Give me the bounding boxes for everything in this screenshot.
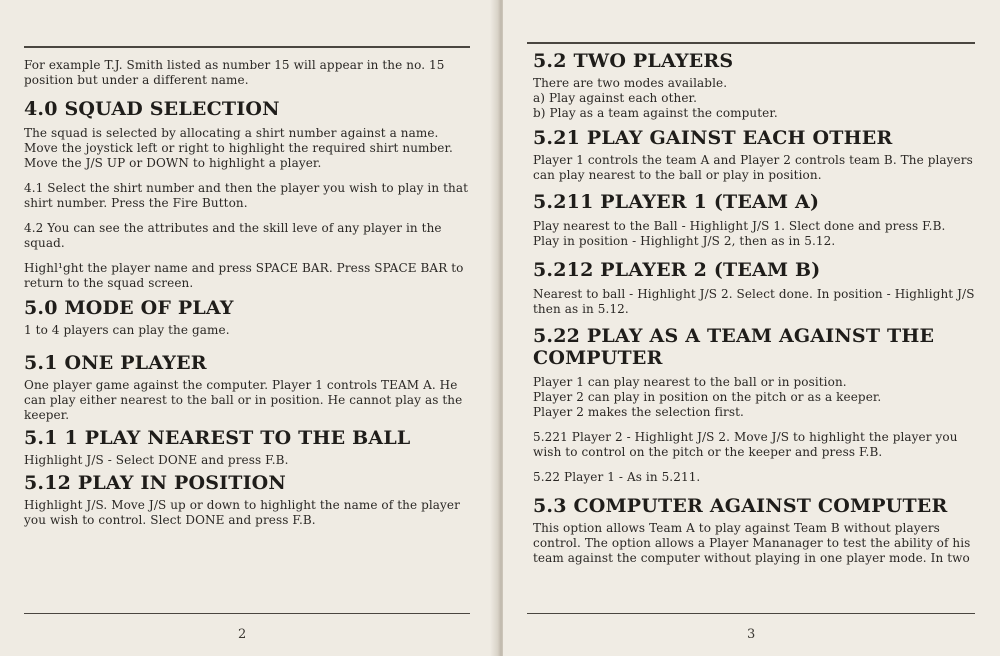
heading-two-players: 5.2 TWO PLAYERS [533, 50, 734, 72]
play-nearest-paragraph: Highlight J/S - Select DONE and press F.B. [24, 453, 289, 467]
section-5-221-paragraph: 5.221 Player 2 - Highlight J/S 2. Move J/S to highlight the player you wish to control on the pitch or the keeper and press F.B. [533, 430, 958, 459]
two-players-intro: There are two modes available. [533, 76, 728, 90]
left-page-content [24, 58, 470, 528]
heading-player-1-team-a: 5.211 PLAYER 1 (TEAM A) [533, 191, 820, 213]
highlight-player-paragraph: Highl¹ght the player name and press SPACE BAR. Press SPACE BAR to return to the squad screen. [24, 261, 464, 290]
heading-play-against-each-other: 5.21 PLAY GAINST EACH OTHER [533, 127, 893, 149]
squad-selection-paragraph: The squad is selected by allocating a shirt number against a name. Move the joystick left or right to highlight the required shirt number. Move the J/S UP or DOWN to highlight a player. [24, 126, 453, 170]
player-1-in-position: Play in position - Highlight J/S 2, then as in 5.12. [533, 234, 836, 248]
left-top-rule [24, 46, 470, 48]
heading-mode-of-play: 5.0 MODE OF PLAY [24, 297, 234, 319]
left-page [0, 0, 497, 656]
player-2-team-b-paragraph: Nearest to ball - Highlight J/S 2. Select done. In position - Highlight J/S then as in 5.12. [533, 287, 975, 316]
mode-of-play-paragraph: 1 to 4 players can play the game. [24, 323, 230, 337]
right-top-rule [527, 42, 975, 44]
play-in-position-paragraph: Highlight J/S. Move J/S up or down to highlight the name of the player you wish to control. Slect DONE and press F.B. [24, 498, 460, 527]
team-vs-computer-line-2: Player 2 can play in position on the pitch or as a keeper. [533, 390, 882, 404]
player-1-nearest-ball: Play nearest to the Ball - Highlight J/S 1. Slect done and press F.B. [533, 219, 946, 233]
two-players-option-b: b) Play as a team against the computer. [533, 106, 778, 120]
heading-squad-selection: 4.0 SQUAD SELECTION [24, 98, 280, 120]
right-page-content [533, 50, 979, 566]
two-players-option-a: a) Play against each other. [533, 91, 697, 105]
one-player-paragraph: One player game against the computer. Player 1 controls TEAM A. He can play either nearest to the ball or in position. He cannot play as the keeper. [24, 378, 463, 422]
heading-player-2-team-b: 5.212 PLAYER 2 (TEAM B) [533, 259, 821, 281]
section-4-1-paragraph: 4.1 Select the shirt number and then the player you wish to play in that shirt number. Press the Fire Button. [24, 181, 468, 210]
heading-play-as-team-against-computer: 5.22 PLAY AS A TEAM AGAINST THE COMPUTER [533, 325, 935, 369]
heading-play-nearest-to-ball: 5.1 1 PLAY NEAREST TO THE BALL [24, 427, 411, 449]
section-5-22-player-1: 5.22 Player 1 - As in 5.211. [533, 470, 701, 484]
intro-paragraph: For example T.J. Smith listed as number 15 will appear in the no. 15 position but under a different name. [24, 58, 445, 87]
heading-computer-against-computer: 5.3 COMPUTER AGAINST COMPUTER [533, 495, 948, 517]
heading-one-player: 5.1 ONE PLAYER [24, 352, 207, 374]
right-page [503, 0, 1000, 656]
page-number-left: 2 [238, 627, 247, 642]
right-bottom-rule [527, 613, 975, 614]
play-against-each-other-paragraph: Player 1 controls the team A and Player 2 controls team B. The players can play nearest to the ball or play in position. [533, 153, 973, 182]
heading-play-in-position: 5.12 PLAY IN POSITION [24, 472, 286, 494]
left-bottom-rule [24, 613, 470, 614]
team-vs-computer-line-1: Player 1 can play nearest to the ball or in position. [533, 375, 847, 389]
team-vs-computer-line-3: Player 2 makes the selection first. [533, 405, 744, 419]
computer-vs-computer-paragraph: This option allows Team A to play against Team B without players control. The option allows a Player Mananager to test the ability of his team against the computer without playing in one player mode. In two [533, 521, 971, 565]
section-4-2-paragraph: 4.2 You can see the attributes and the skill leve of any player in the squad. [24, 221, 442, 250]
page-number-right: 3 [747, 627, 756, 642]
